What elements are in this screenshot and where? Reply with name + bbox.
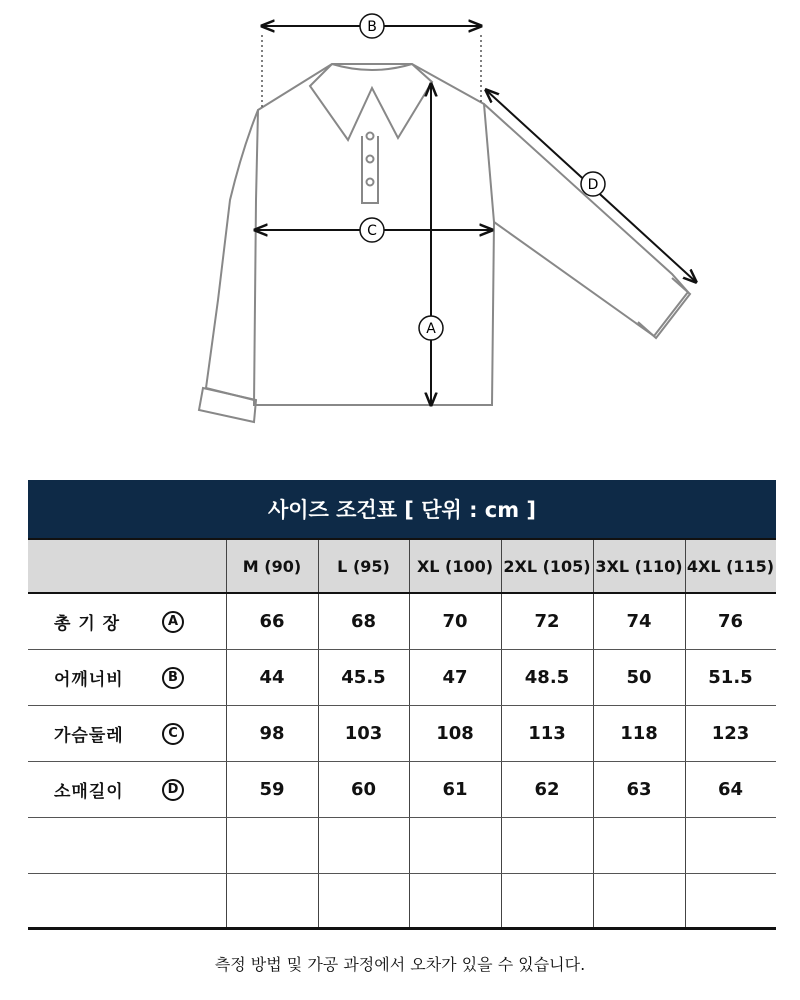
table-cell: 76 — [717, 611, 744, 632]
table-cell: 66 — [259, 611, 285, 632]
table-cell: 113 — [528, 723, 566, 744]
measure-name: 총 기 장 — [54, 614, 121, 634]
table-cell — [226, 874, 318, 927]
table-row — [28, 762, 776, 818]
table-title: 사이즈 조건표 [ 단위 : cm ] — [28, 480, 776, 538]
svg-text:C: C — [367, 223, 377, 239]
table-cell — [409, 818, 501, 873]
table-row — [28, 874, 776, 930]
measure-name: 소매길이 — [54, 782, 124, 802]
table-cell: 98 — [259, 723, 285, 744]
table-cell: 51.5 — [708, 667, 753, 688]
column-header: L (95) — [337, 556, 390, 576]
table-cell: 62 — [534, 779, 560, 800]
table-cell — [226, 818, 318, 873]
table-cell — [685, 874, 776, 927]
table-cell: 61 — [442, 779, 468, 800]
table-cell: 45.5 — [341, 667, 386, 688]
table-cell: 50 — [626, 667, 652, 688]
row-label-cell — [28, 818, 226, 873]
header-blank-cell — [28, 540, 226, 592]
table-cell: 123 — [711, 723, 750, 744]
table-cell — [318, 818, 409, 873]
table-cell — [409, 874, 501, 927]
column-header: XL (100) — [416, 556, 494, 576]
table-cell — [501, 818, 593, 873]
column-header: M (90) — [242, 556, 302, 576]
shirt-measurement-diagram — [0, 0, 800, 440]
column-header: 2XL (105) — [503, 556, 591, 576]
row-label-cell — [28, 874, 226, 927]
row-label-cell — [28, 594, 226, 649]
measure-marker: C — [162, 723, 184, 745]
marker-c — [360, 218, 384, 242]
svg-text:A: A — [426, 321, 436, 337]
measure-name: 가슴둘레 — [54, 726, 124, 746]
svg-text:B: B — [367, 19, 377, 35]
footnote: 측정 방법 및 가공 과정에서 오차가 있을 수 있습니다. — [214, 955, 586, 974]
table-cell: 74 — [626, 611, 652, 632]
table-header-row — [28, 538, 776, 594]
table-cell: 48.5 — [524, 667, 570, 688]
table-cell — [685, 818, 776, 873]
table-cell: 59 — [259, 779, 285, 800]
marker-a — [419, 316, 443, 340]
measure-marker: B — [162, 667, 184, 689]
row-label-cell — [28, 650, 226, 705]
table-cell — [318, 874, 409, 927]
measure-marker: D — [162, 779, 184, 801]
table-cell: 72 — [534, 611, 560, 632]
table-row — [28, 706, 776, 762]
column-header: 4XL (115) — [686, 556, 775, 576]
table-row — [28, 818, 776, 874]
table-cell: 63 — [626, 779, 652, 800]
table-row — [28, 650, 776, 706]
table-cell: 103 — [344, 723, 383, 744]
table-cell: 60 — [350, 779, 377, 800]
measure-marker: A — [162, 611, 184, 633]
table-cell: 118 — [620, 723, 658, 744]
table-cell: 44 — [259, 667, 285, 688]
table-cell: 108 — [436, 723, 474, 744]
row-label-cell — [28, 762, 226, 817]
measure-name: 어깨너비 — [54, 670, 124, 690]
table-cell — [593, 874, 685, 927]
row-label-cell — [28, 706, 226, 761]
table-cell: 70 — [442, 611, 468, 632]
marker-d — [581, 172, 605, 196]
table-cell: 64 — [717, 779, 744, 800]
shirt-outline — [199, 64, 690, 422]
table-row — [28, 594, 776, 650]
table-cell: 68 — [350, 611, 377, 632]
size-table — [28, 480, 776, 940]
table-cell: 47 — [442, 667, 468, 688]
svg-text:D: D — [587, 177, 599, 193]
table-cell — [501, 874, 593, 927]
marker-b — [360, 14, 384, 38]
table-cell — [593, 818, 685, 873]
column-header: 3XL (110) — [595, 556, 683, 576]
